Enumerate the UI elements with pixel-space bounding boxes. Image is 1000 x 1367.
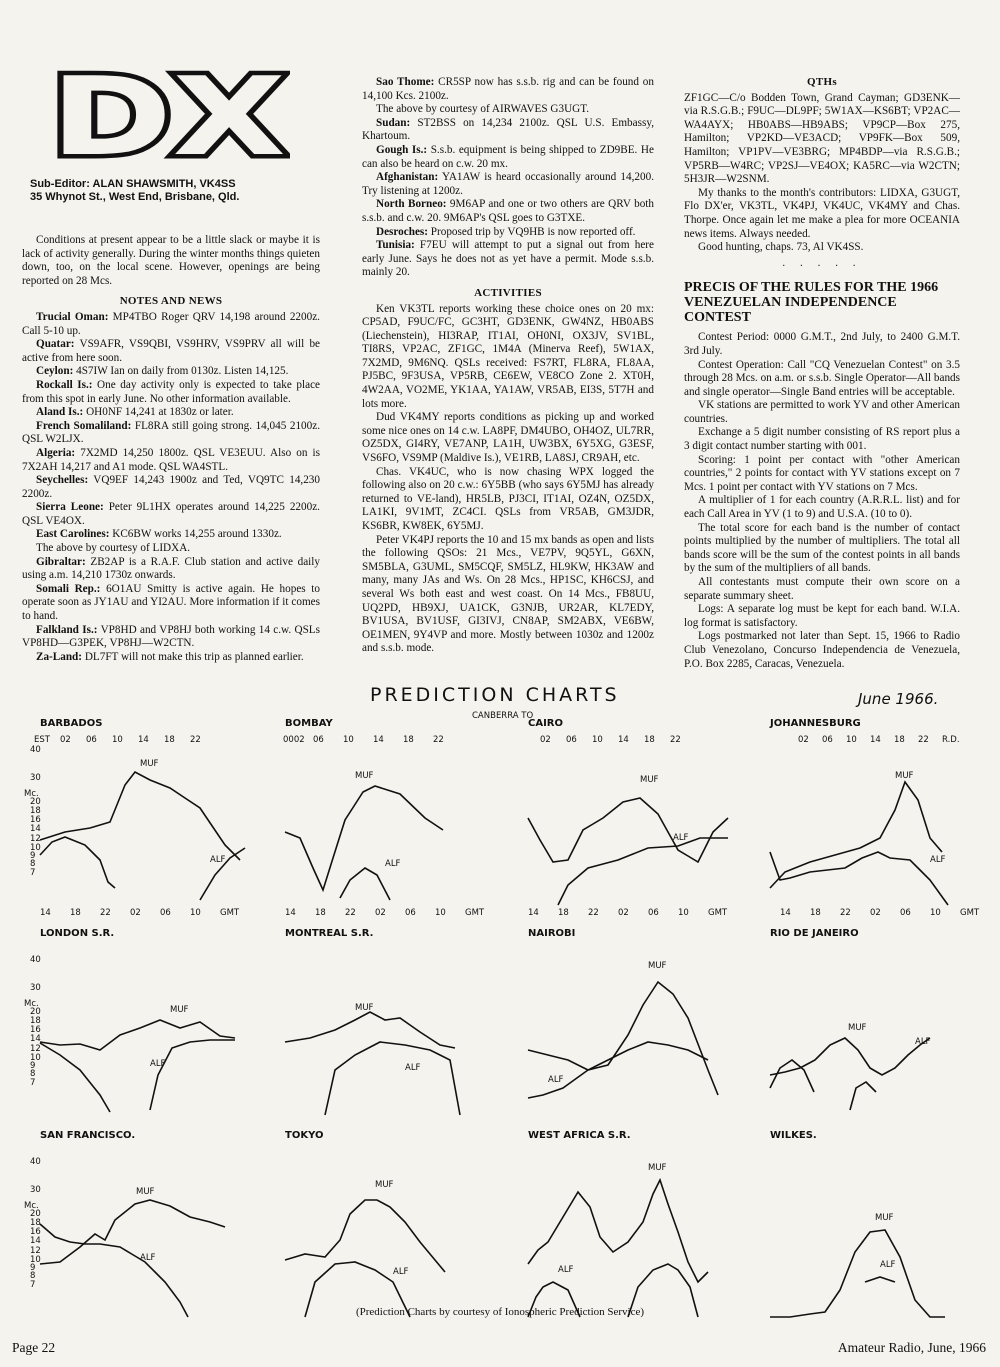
time-tick: 10 (846, 735, 857, 745)
news-item-key: Za-Land: (36, 650, 83, 663)
news-item-text: OH0NF 14,241 at 1830z or later. (83, 406, 234, 419)
contest-rule: Exchange a 5 digit number consisting of RS report plus a 3 digit contact number starting with 001. (684, 426, 960, 453)
gmt-tick: 14 (40, 908, 51, 918)
alf-curve (150, 1040, 235, 1110)
news-item-key: North Borneo: (376, 198, 447, 211)
alf-label: ALF (385, 859, 401, 869)
gmt-tick: GMT (220, 908, 240, 918)
gmt-tick: 06 (648, 908, 659, 918)
canberra-label: CANBERRA TO (472, 711, 534, 721)
y-tick: 18 (30, 1218, 41, 1228)
muf-label: MUF (355, 1003, 374, 1013)
news-item-text: VS9AFR, VS9QBI, VS9HRV, VS9PRV all will be active from here soon. (22, 338, 320, 364)
time-tick: 14 (618, 735, 629, 745)
news-item-text: 4S7IW Ian on daily from 0130z. Listen 14,125. (73, 365, 289, 378)
y-tick: 9 (30, 1263, 36, 1273)
chart-title-1: BOMBAY (285, 718, 333, 729)
gmt-tick: 18 (70, 908, 81, 918)
muf-label: MUF (170, 1005, 189, 1015)
news-item (22, 311, 320, 338)
y-tick: 40 (30, 955, 41, 965)
gmt-tick: 22 (840, 908, 851, 918)
news-item (362, 226, 654, 240)
y-tick: 7 (30, 868, 36, 878)
y-tick: 14 (30, 824, 41, 834)
y-tick: 16 (30, 1227, 41, 1237)
chart-title-7: RIO DE JANEIRO (770, 928, 859, 939)
gmt-tick: 22 (100, 908, 111, 918)
news-item-key: Somali Rep.: (36, 582, 101, 595)
muf-label: MUF (648, 961, 667, 971)
thanks-paragraph: My thanks to the month's contributors: LIDXA, G3UGT, Flo DX'er, VK3TL, VK4PJ, VK4UC, VK4MY and Chas. Thorpe. Once again let me make a plea for more OCEANIA news items. Always needed. (684, 186, 960, 240)
muf-curve (528, 1180, 708, 1282)
news-item-text: KC6BW works 14,255 around 1330z. (109, 528, 282, 541)
gmt-tick: 02 (130, 908, 141, 918)
gmt-tick: 14 (780, 908, 791, 918)
gmt-tick: 18 (558, 908, 569, 918)
gmt-tick: 06 (160, 908, 171, 918)
gmt-tick: 06 (900, 908, 911, 918)
activities-list (362, 303, 654, 656)
y-tick: 18 (30, 1016, 41, 1026)
sub-editor-block (30, 178, 320, 204)
gmt-tick: 22 (588, 908, 599, 918)
y-tick: 10 (30, 1255, 41, 1265)
news-item-text: One day activity only is expected to take place from this spot in early June. No other information available. (22, 378, 320, 405)
gmt-tick: GMT (708, 908, 728, 918)
y-axis-label: Mc. (24, 999, 39, 1009)
news-item-key: Tunisia: (376, 239, 415, 252)
alf-curve (325, 1042, 460, 1115)
gmt-tick: 18 (810, 908, 821, 918)
time-tick: 10 (112, 735, 123, 745)
column-right (684, 76, 960, 671)
precis-title: PRECIS OF THE RULES FOR THE 1966 VENEZUELAN INDEPENDENCE CONTEST (684, 280, 939, 326)
alf-label: ALF (915, 1037, 931, 1047)
prediction-date: June 1966. (858, 690, 939, 708)
alf-curve (558, 838, 728, 905)
alf-label: ALF (548, 1075, 564, 1085)
activity-report: Peter VK4PJ reports the 10 and 15 mx bands as open and lists the following QSOs: 21 Mcs., VE7PV, 9Q5YL, G6XN, SM5BLA, G3UML, SM5CQF, SM5LZ, HL9KW, HK3AW and many, many JAs and Ws. On 28 Mcs., HP1SC, KH6CSJ, and several Ws both east and west coast. On 14 Mcs., FB8UU, UQ2PD, HB9XJ, UA1CK, G3NJB, UR2AR, KL7EDY, BV1USA, BV1USF, GI3IVJ, CN8AP, SM2ABX, VE6BW, OE1MEN, 9Y4VP and more. Mostly between 1030z and 1200z and s.s.b. mode. (362, 533, 654, 655)
news-item-text: CR5SP now has s.s.b. rig and can be found on 14,100 Kcs. 2100z. (362, 76, 654, 102)
publication-info: Amateur Radio, June, 1966 (837, 1340, 986, 1355)
time-tick: 02 (540, 735, 551, 745)
y-tick: 10 (30, 1053, 41, 1063)
y-tick: 14 (30, 1034, 41, 1044)
alf-curve (865, 1277, 895, 1282)
y-tick: 8 (30, 1069, 36, 1079)
muf-label: MUF (375, 1180, 394, 1190)
news-item-key: Trucial Oman: (36, 310, 109, 323)
sub-editor: Sub-Editor: ALAN SHAWSMITH, VK4SS (30, 178, 236, 190)
time-tick: R.D. (942, 735, 960, 745)
separator-dots: . . . . . (782, 256, 862, 269)
gmt-tick: 18 (315, 908, 326, 918)
muf-curve (40, 1020, 235, 1050)
time-tick: 14 (138, 735, 149, 745)
y-tick: 10 (30, 843, 41, 853)
y-tick: 30 (30, 983, 41, 993)
y-axis-label: Mc. (24, 1201, 39, 1211)
qths-list: ZF1GC—C/o Bodden Town, Grand Cayman; GD3ENK—via R.S.G.B.; F9UC—DL9PF; 5W1AX—KS6BT; VP2AC—WA4AYX; HB0ABS—HB9ABS; VP9CP—Box 275, Hamilton; VP2KD—VE3ACD; VP9FK—Box 509, Hamilton; VP1PV—VE3BRG; MP4BDP—via R.S.G.B.; VP5RB—W4RC; VP2SJ—VE4OX; KA5RC—via W2CTN; 5H3JR—W2SNM. (684, 91, 960, 186)
news-item (22, 474, 320, 501)
chart-title-5: MONTREAL S.R. (285, 928, 374, 939)
gmt-tick: 02 (618, 908, 629, 918)
alf-curve (40, 1224, 188, 1317)
intro-paragraph: Conditions at present appear to be a little slack or maybe it is lack of activity generally. During the winter months things quieten down, too, on the local scene. However, openings are being reported on 28 Mcs. (22, 234, 320, 287)
chart-title-11: WILKES. (770, 1130, 817, 1141)
y-tick: 18 (30, 806, 41, 816)
muf-label: MUF (640, 775, 659, 785)
time-tick: 22 (918, 735, 929, 745)
contest-rule: Contest Operation: Call "CQ Venezuelan Contest" on 3.5 through 28 Mcs. on a.m. or s.s.b. Single Operator—All bands and single operator—Single Band entries will be acceptable. (684, 358, 960, 398)
news-item (22, 501, 320, 528)
news-item-text: Proposed trip by VQ9HB is now reported off. (428, 225, 636, 238)
news-item (22, 338, 320, 365)
news-item (362, 103, 654, 117)
news-item-text: DL7FT will not make this trip as planned earlier. (82, 650, 304, 663)
column-notes (22, 234, 320, 664)
charts-credit: (Prediction Charts by courtesy of Ionospheric Prediction Service) (355, 1306, 645, 1318)
news-item-key: Algeria: (36, 446, 76, 459)
y-tick: 16 (30, 1025, 41, 1035)
gmt-tick: 14 (528, 908, 539, 918)
chart-title-4: LONDON S.R. (40, 928, 115, 939)
news-item (362, 171, 654, 198)
chart-title-10: WEST AFRICA S.R. (528, 1130, 631, 1141)
news-item (22, 651, 320, 665)
alf-label: ALF (880, 1260, 896, 1270)
y-tick: 8 (30, 1271, 36, 1281)
alf-curve (40, 1043, 110, 1112)
alf-label: ALF (140, 1253, 156, 1263)
muf-curve (770, 1230, 945, 1317)
news-item (362, 117, 654, 144)
news-item-text: FL8RA still going strong. 14,045 2100z. QSL W2LJX. (22, 419, 321, 446)
y-tick: 7 (30, 1078, 36, 1088)
news-item-text: The above by courtesy of AIRWAVES G3UGT. (376, 103, 590, 116)
y-tick: 12 (30, 1044, 41, 1054)
y-tick: 20 (30, 797, 41, 807)
news-item-key: Ceylon: (36, 365, 74, 378)
y-tick: 30 (30, 1185, 41, 1195)
chart-title-8: SAN FRANCISCO. (40, 1130, 136, 1141)
muf-label: MUF (875, 1213, 894, 1223)
time-tick: 18 (403, 735, 414, 745)
news-item (22, 528, 320, 542)
news-item (22, 583, 320, 624)
news-item-key: Quatar: (36, 338, 75, 351)
time-tick: 22 (190, 735, 201, 745)
news-item (22, 624, 320, 651)
alf-label: ALF (673, 833, 689, 843)
muf-label: MUF (136, 1187, 155, 1197)
muf-curve (770, 782, 942, 888)
news-item-key: French Somaliland: (36, 419, 132, 432)
alf-curve (770, 852, 948, 905)
news-item (22, 365, 320, 379)
time-tick: 18 (894, 735, 905, 745)
gmt-tick: 10 (190, 908, 201, 918)
muf-label: MUF (140, 759, 159, 769)
chart-title-6: NAIROBI (528, 928, 576, 939)
y-tick: 7 (30, 1280, 36, 1290)
y-tick: 16 (30, 815, 41, 825)
news-item (362, 76, 654, 103)
news-item (362, 144, 654, 171)
activity-report: Dud VK4MY reports conditions as picking up and worked some nice ones on 14 c.w. LA8PF, DM4UBO, OH4OZ, UL7RR, OZ5DX, GI4RY, VE7ANP, LA1H, UW3BX, 6Y5XG, G3ESF, VS6FO, VS9MP (Maldive Is.), VE1RB, LA8SJ, CR9AH, etc. (362, 411, 654, 465)
time-tick: EST (34, 735, 50, 745)
news-item-text: YA1AW is heard occasionally around 14,200. Try listening at 1200z. (362, 171, 654, 197)
muf-curve (285, 1012, 455, 1048)
news-item-key: Afghanistan: (376, 171, 439, 184)
news-item-text: The above by courtesy of LIDXA. (36, 542, 191, 555)
prediction-charts (0, 700, 1000, 1320)
contest-rule: Scoring: 1 point per contact with "other American countries," 2 points for contact with YV stations except on 7 Mcs. 1 point per contact with YV stations on 7 Mcs. (684, 453, 960, 493)
news-item-text: MP4TBO Roger QRV 14,198 around 2200z. Call 5-10 up. (22, 310, 320, 337)
contest-rule: The total score for each band is the number of contact points multiplied by the number of multipliers. The total all bands score will be the sum of the contest points in all bands by the sum of the multipliers of all bands. (684, 521, 960, 575)
page-number: Page 22 (12, 1340, 56, 1355)
alf-curve (40, 837, 115, 888)
prediction-charts-title: PREDICTION CHARTS (370, 684, 620, 706)
gmt-tick: 10 (930, 908, 941, 918)
gmt-tick: 22 (345, 908, 356, 918)
alf-label: ALF (393, 1267, 409, 1277)
activities-heading: ACTIVITIES (474, 286, 542, 299)
news-item (22, 542, 320, 556)
news-item-key: Sudan: (376, 116, 411, 129)
news-item-text: S.s.b. equipment is being shipped to ZD9BE. He can also be heard on c.w. 20 mx. (362, 143, 654, 170)
notes-list-continued (362, 76, 654, 280)
y-tick: 8 (30, 859, 36, 869)
news-item-key: Sierra Leone: (36, 501, 104, 514)
y-tick: 14 (30, 1236, 41, 1246)
gmt-tick: 10 (435, 908, 446, 918)
alf-label: ALF (930, 855, 946, 865)
gmt-tick: 10 (678, 908, 689, 918)
activity-report: Ken VK3TL reports working these choice ones on 20 mx: CP5AD, F9UC/FC, GC3HT, GD3ENK, GW4NZ, HB0ABS (Liechenstein), HI3RAP, IT1AI, OH0NI, OX3JV, SV1BL, TI8RS, VP2AC, ZF1GC, 1M4A (Minerva Reef), 5W1AX, 7X2MD, 9M6NQ. QSLs received: FS7RT, FL8RA, FL8AA, PJ5BC, 9F3USA, VP5RB, CE6EW, VE8CO Zone 2. XT0H, 4W2AA, VO2ME, YK1AA, YA1AW, VR5AB, EI3S, 5T7H and lots more. (362, 302, 654, 410)
time-tick: 06 (566, 735, 577, 745)
activity-report: Chas. VK4UC, who is now chasing WPX logged the following also on 20 c.w.: 6Y5BB (who says 6Y5MJ has already returned to VE-land), HR5LB, PJ3CI, IT1AI, OZ4N, OZ5DX, LA1KI, 9V1MT, ZC4CI. QSLs from VR5AB, GM3JDR, KS6BR, KW8EK, 6Y5MJ. (362, 465, 654, 532)
time-tick: 14 (870, 735, 881, 745)
news-item-text: ZB2AP is a R.A.F. Club station and active daily using a.m. 14,210 1730z onwards. (22, 555, 320, 582)
muf-curve (40, 772, 240, 860)
news-item-text: Peter 9L1HX operates around 14,225 2200z. QSL VE4OX. (22, 501, 320, 527)
dx-title (50, 70, 290, 160)
y-tick: 12 (30, 1246, 41, 1256)
news-item-key: Rockall Is.: (36, 378, 93, 391)
muf-label: MUF (895, 771, 914, 781)
alf-label: ALF (150, 1059, 166, 1069)
contest-rule: A multiplier of 1 for each country (A.R.R.L. list) and for each Call Area in YV (1 to 9) and U.S.A. (10 to 0). (684, 494, 960, 521)
y-tick: 12 (30, 834, 41, 844)
gmt-tick: 02 (870, 908, 881, 918)
news-item (362, 198, 654, 225)
time-tick: 10 (592, 735, 603, 745)
y-tick: 20 (30, 1007, 41, 1017)
time-tick: 06 (86, 735, 97, 745)
y-tick: 20 (30, 1209, 41, 1219)
sub-editor-address: 35 Whynot St., West End, Brisbane, Qld. (30, 191, 240, 203)
time-tick: 02 (798, 735, 809, 745)
news-item-key: Gibraltar: (36, 555, 86, 568)
news-item-key: Sao Thome: (376, 76, 435, 88)
y-tick: 9 (30, 851, 36, 861)
news-item-key: Gough Is.: (376, 143, 428, 156)
news-item-key: Falkland Is.: (36, 623, 98, 636)
gmt-tick: 06 (405, 908, 416, 918)
contest-rule: Logs postmarked not later than Sept. 15, 1966 to Radio Club Venezolano, Concurso Independencia de Venezuela, P.O. Box 2285, Caracas, Venezuela. (684, 630, 960, 670)
news-item-text: ST2BSS on 14,234 2100z. QSL U.S. Embassy, Khartoum. (362, 116, 654, 143)
muf-curve (770, 1038, 930, 1075)
time-tick: 02 (60, 735, 71, 745)
muf-curve (528, 798, 728, 862)
time-tick: 0002 (283, 735, 305, 745)
news-item-text: 9M6AP and one or two others are QRV both s.s.b. and c.w. 20. 9M6AP's QSL goes to G3TXE. (362, 198, 654, 224)
gmt-tick: 14 (285, 908, 296, 918)
muf-label: MUF (355, 771, 374, 781)
news-item (22, 556, 320, 583)
gmt-tick: 02 (375, 908, 386, 918)
y-tick: 40 (30, 745, 41, 755)
news-item (22, 379, 320, 406)
muf-curve (285, 786, 443, 890)
gmt-tick: GMT (960, 908, 980, 918)
news-item-key: Seychelles: (36, 474, 89, 487)
contest-rule: Logs: A separate log must be kept for each band. W.I.A. log format is satisfactory. (684, 603, 960, 629)
news-item-key: East Carolines: (36, 528, 110, 541)
chart-title-9: TOKYO (285, 1130, 324, 1141)
chart-title-0: BARBADOS (40, 718, 103, 729)
alf-curve (850, 1082, 876, 1110)
muf-curve (285, 1200, 445, 1272)
news-item (22, 420, 320, 447)
news-item (22, 447, 320, 474)
time-tick: 18 (164, 735, 175, 745)
qths-heading: QTHs (807, 76, 837, 88)
time-tick: 06 (822, 735, 833, 745)
news-item-text: VP8HD and VP8HJ both working 14 c.w. QSLs VP8HD—G3PEK, VP8HJ—W2CTN. (22, 623, 320, 650)
gmt-tick: GMT (465, 908, 485, 918)
chart-title-3: JOHANNESBURG (770, 718, 861, 729)
time-tick: 14 (373, 735, 384, 745)
y-axis-label: Mc. (24, 789, 39, 799)
rules-list (684, 331, 960, 671)
muf-label: MUF (848, 1023, 867, 1033)
y-tick: 9 (30, 1061, 36, 1071)
news-item-text: 7X2MD 14,250 1800z. QSL VE3EUU. Also on is 7X2AH 14,217 and A1 mode. QSL WA4STL. (22, 446, 320, 473)
alf-curve (340, 868, 390, 900)
contest-rule: Contest Period: 0000 G.M.T., 2nd July, to 2400 G.M.T. 3rd July. (684, 331, 960, 357)
news-item-text: F7EU will attempt to put a signal out from here early June. Says he does not as yet have a permit. Mode s.s.b. mainly 20. (362, 239, 654, 279)
news-item-text: 6O1AU Smitty is active again. He hopes to operate soon as JY1AU and YI2AU. More information if it comes to hand. (22, 582, 321, 623)
contest-rule: All contestants must compute their own score on a separate summary sheet. (684, 576, 960, 602)
news-item (362, 239, 654, 280)
notes-heading: NOTES AND NEWS (119, 295, 223, 308)
contest-rule: VK stations are permitted to work YV and other American countries. (684, 399, 960, 425)
alf-label: ALF (405, 1063, 421, 1073)
time-tick: 10 (343, 735, 354, 745)
news-item (22, 406, 320, 420)
time-tick: 18 (644, 735, 655, 745)
time-tick: 22 (433, 735, 444, 745)
alf-label: ALF (210, 855, 226, 865)
time-tick: 22 (670, 735, 681, 745)
chart-title-2: CAIRO (528, 718, 563, 729)
muf-label: MUF (648, 1163, 667, 1173)
news-item-key: Aland Is.: (36, 406, 84, 419)
alf-label: ALF (558, 1265, 574, 1275)
y-tick: 30 (30, 773, 41, 783)
notes-list (22, 311, 320, 664)
news-item-text: VQ9EF 14,243 1900z and Ted, VQ9TC 14,230 2200z. (22, 474, 320, 500)
column-middle (362, 76, 654, 656)
dx-title-text: DX (50, 70, 286, 160)
y-tick: 40 (30, 1157, 41, 1167)
signoff: Good hunting, chaps. 73, Al VK4SS. (698, 241, 864, 254)
news-item-key: Desroches: (376, 225, 428, 238)
time-tick: 06 (313, 735, 324, 745)
